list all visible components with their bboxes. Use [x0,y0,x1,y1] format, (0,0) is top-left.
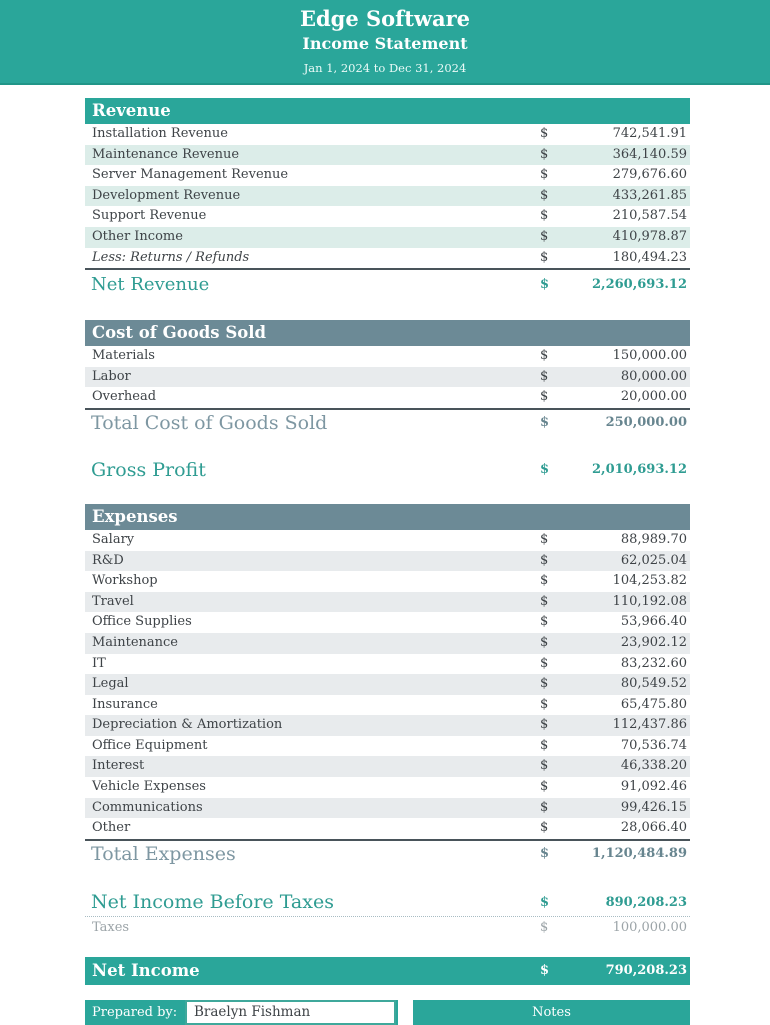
row-label: Maintenance [92,634,178,650]
row-value: 433,261.85 [612,187,687,203]
sheet-footer [85,1000,690,1025]
currency-symbol: $ [540,126,549,141]
currency-symbol: $ [540,676,549,692]
currency-symbol: $ [540,820,549,836]
currency-symbol: $ [540,919,549,935]
row-value: 150,000.00 [612,348,687,364]
total-cogs-value: 250,000.00 [605,415,687,431]
row-value: 180,494.23 [612,249,687,265]
row-label: Materials [92,348,155,364]
currency-symbol: $ [540,894,550,910]
net-income-before-taxes-label: Net Income Before Taxes [91,891,334,914]
row-value: 62,025.04 [620,552,687,568]
revenue-rows [85,124,690,268]
row-label: Travel [92,593,134,609]
net-revenue-row [85,268,690,298]
gross-profit-row [85,456,690,484]
currency-symbol: $ [540,276,550,292]
row-label: Interest [92,758,145,774]
currency-symbol: $ [540,614,549,630]
table-row [85,165,690,186]
currency-symbol: $ [540,573,549,589]
total-expenses-row [85,839,690,867]
currency-symbol: $ [540,696,549,712]
total-expenses-value: 1,120,484.89 [592,846,687,862]
currency-symbol: $ [540,167,549,183]
row-label: Office Equipment [92,737,208,753]
row-value: 104,253.82 [612,573,687,589]
currency-symbol: $ [540,655,549,671]
row-label: Installation Revenue [92,126,228,141]
row-value: 410,978.87 [612,228,687,244]
prepared-by-box [85,1000,398,1025]
net-income-row [85,957,690,985]
row-value: 70,536.74 [620,737,687,753]
section-header-revenue: Revenue [85,98,690,124]
net-income-before-taxes-value: 890,208.23 [605,894,687,910]
report-header [0,0,770,85]
row-value: 83,232.60 [620,655,687,671]
table-row [85,777,690,798]
row-label: IT [92,655,106,671]
row-value: 23,902.12 [620,634,687,650]
currency-symbol: $ [540,758,549,774]
company-name: Edge Software [299,6,471,31]
row-value: 279,676.60 [612,167,687,183]
table-row [85,124,690,145]
net-income-label: Net Income [92,961,200,981]
row-label: Less: Returns / Refunds [92,249,250,265]
table-row [85,227,690,248]
table-row [85,206,690,227]
currency-symbol: $ [540,146,549,162]
income-statement-sheet [85,98,690,985]
currency-symbol: $ [540,389,549,405]
table-row [85,633,690,654]
currency-symbol: $ [540,552,549,568]
currency-symbol: $ [540,249,549,265]
row-label: Depreciation & Amortization [92,717,283,733]
table-row [85,145,690,166]
table-row [85,571,690,592]
taxes-value: 100,000.00 [612,919,687,935]
table-row [85,367,690,388]
taxes-label: Taxes [92,919,130,935]
table-row [85,654,690,675]
currency-symbol: $ [540,208,549,224]
net-income-before-taxes-row [85,889,690,917]
total-cogs-label: Total Cost of Goods Sold [91,411,328,434]
net-revenue-value: 2,260,693.12 [592,276,687,292]
row-value: 210,587.54 [612,208,687,224]
row-label: Legal [92,676,129,692]
table-row [85,674,690,695]
report-title: Income Statement [302,34,468,53]
table-row [85,186,690,207]
currency-symbol: $ [540,531,549,547]
net-income-value: 790,208.23 [605,963,687,979]
row-label: Insurance [92,696,158,712]
row-label: Development Revenue [92,187,241,203]
row-label: Salary [92,531,135,547]
net-revenue-label: Net Revenue [91,273,210,295]
table-row [85,592,690,613]
row-value: 28,066.40 [620,820,687,836]
table-row [85,612,690,633]
footer-gap [398,1000,413,1025]
expense-rows [85,530,690,839]
table-row [85,346,690,367]
table-row [85,715,690,736]
currency-symbol: $ [540,348,549,364]
cogs-rows [85,346,690,408]
table-row [85,695,690,716]
table-row [85,736,690,757]
table-row [85,798,690,819]
currency-symbol: $ [540,415,550,431]
currency-symbol: $ [540,228,549,244]
row-value: 364,140.59 [612,146,687,162]
currency-symbol: $ [540,963,550,979]
gross-profit-label: Gross Profit [91,458,206,481]
total-cogs-row [85,408,690,436]
row-label: R&D [92,552,124,568]
currency-symbol: $ [540,717,549,733]
section-header-cogs: Cost of Goods Sold [85,320,690,346]
currency-symbol: $ [540,799,549,815]
currency-symbol: $ [540,593,549,609]
section-spacer [85,298,690,320]
gross-profit-value: 2,010,693.12 [592,462,687,478]
currency-symbol: $ [540,462,550,478]
row-label: Communications [92,799,203,815]
row-label: Other Income [92,228,183,244]
row-label: Server Management Revenue [92,167,289,183]
table-row [85,248,690,269]
taxes-row [85,917,690,939]
row-value: 110,192.08 [612,593,687,609]
row-label: Labor [92,368,131,384]
row-value: 65,475.80 [620,696,687,712]
currency-symbol: $ [540,846,550,862]
row-label: Support Revenue [92,208,207,224]
row-value: 99,426.15 [620,799,687,815]
row-value: 46,338.20 [620,758,687,774]
table-row [85,551,690,572]
row-value: 742,541.91 [612,126,687,141]
table-row [85,530,690,551]
date-range: Jan 1, 2024 to Dec 31, 2024 [303,61,467,75]
row-label: Overhead [92,389,157,405]
row-label: Maintenance Revenue [92,146,240,162]
currency-symbol: $ [540,737,549,753]
section-header-expenses: Expenses [85,504,690,530]
row-label: Vehicle Expenses [92,779,206,795]
currency-symbol: $ [540,634,549,650]
currency-symbol: $ [540,779,549,795]
currency-symbol: $ [540,187,549,203]
table-row [85,756,690,777]
notes-bar: Notes [413,1000,690,1025]
table-row [85,387,690,408]
total-expenses-label: Total Expenses [91,842,236,865]
row-label: Other [92,820,131,836]
row-value: 88,989.70 [620,531,687,547]
row-value: 80,000.00 [620,368,687,384]
row-label: Office Supplies [92,614,192,630]
row-label: Workshop [92,573,158,589]
prepared-by-label: Prepared by: [92,1004,178,1020]
row-value: 80,549.52 [620,676,687,692]
currency-symbol: $ [540,368,549,384]
prepared-by-input[interactable] [185,1000,396,1025]
row-value: 53,966.40 [620,614,687,630]
row-value: 91,092.46 [620,779,687,795]
row-value: 112,437.86 [612,717,687,733]
table-row [85,818,690,839]
row-value: 20,000.00 [620,389,687,405]
